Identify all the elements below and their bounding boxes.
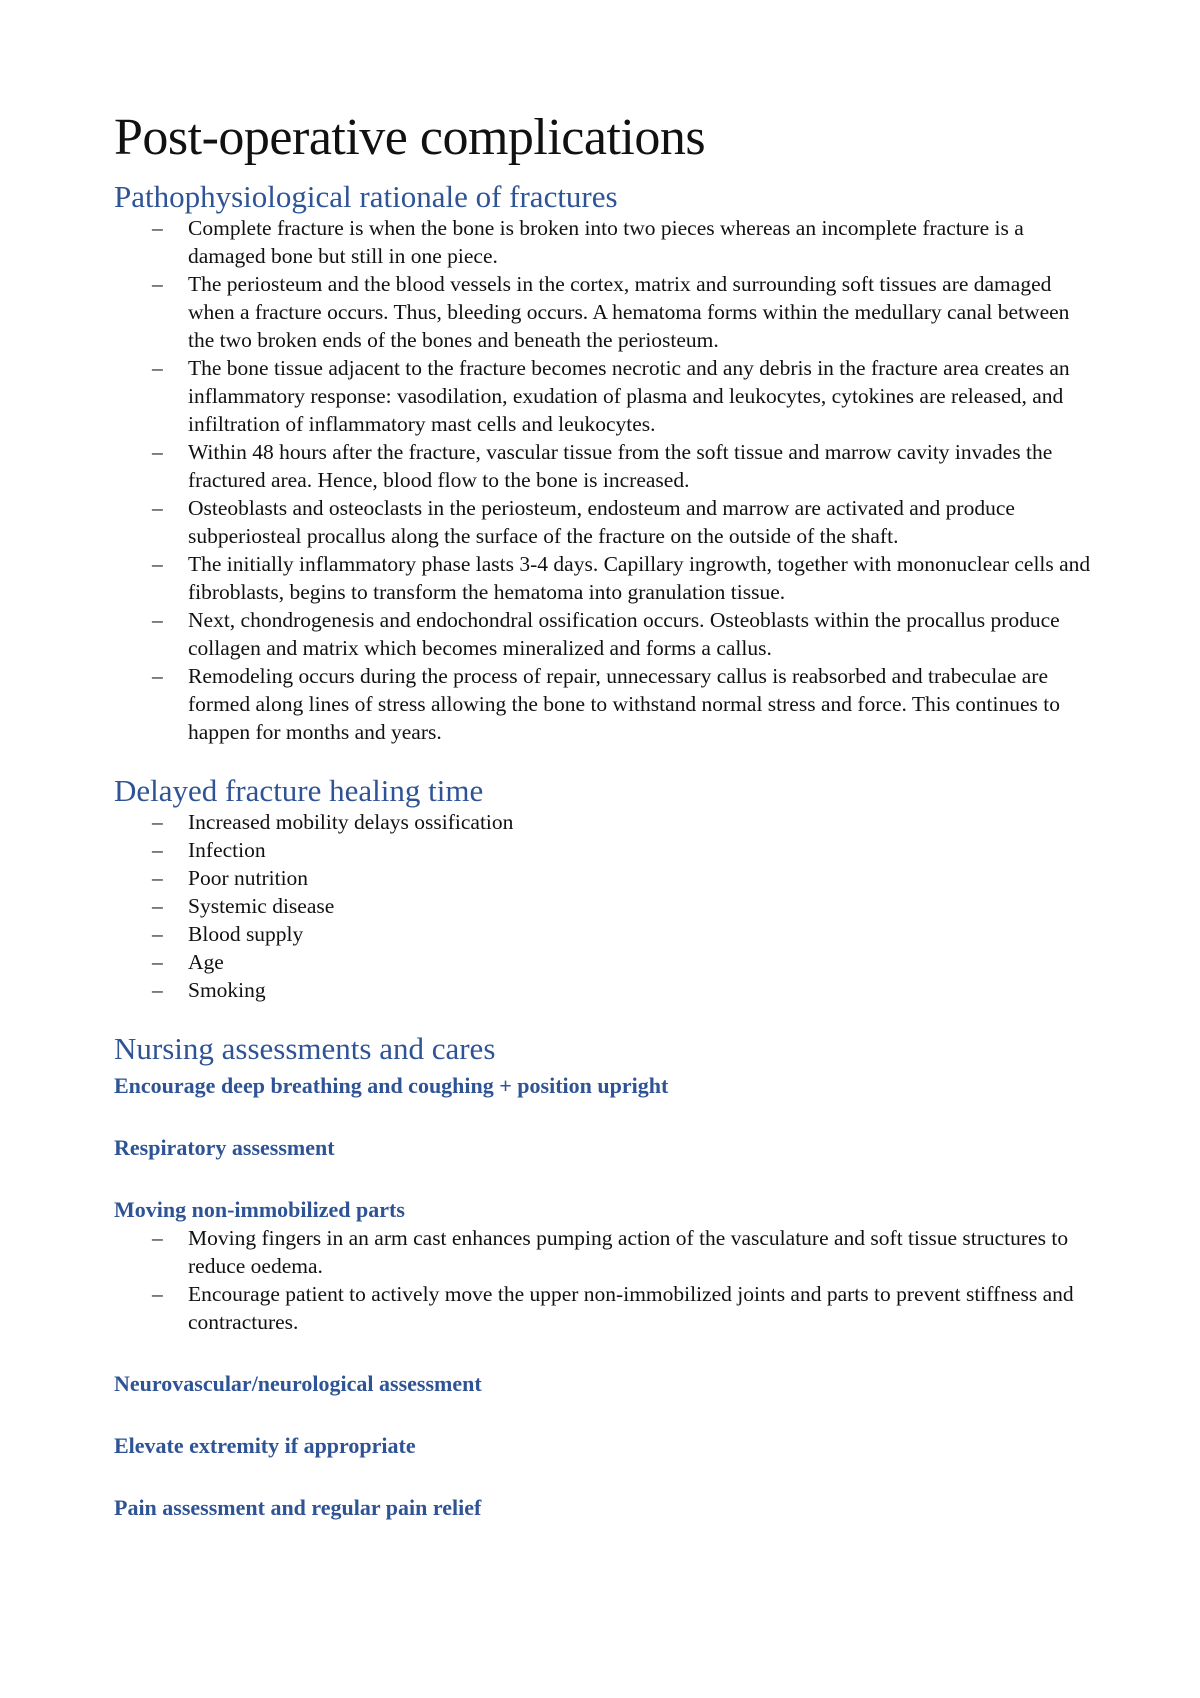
- section-heading-delayed-healing: Delayed fracture healing time: [114, 773, 484, 808]
- subheading-elevate-extremity: Elevate extremity if appropriate: [114, 1433, 416, 1458]
- list-item: – Infection: [114, 836, 1100, 864]
- subheading-moving-parts: Moving non-immobilized parts: [114, 1197, 405, 1222]
- list-item: – The initially inflammatory phase lasts 3-4 days. Capillary ingrowth, together with mononuclear cells and fibroblasts, begins to transform the hematoma into granulation tissue.: [114, 550, 1100, 606]
- subheading-respiratory-assessment: Respiratory assessment: [114, 1135, 335, 1160]
- list-item: – Age: [114, 948, 1100, 976]
- list-item: – Complete fracture is when the bone is broken into two pieces whereas an incomplete fracture is a damaged bone but still in one piece.: [114, 214, 1100, 270]
- list-item: – Remodeling occurs during the process of repair, unnecessary callus is reabsorbed and trabeculae are formed along lines of stress allowing the bone to withstand normal stress and force. This continues to happen for months and years.: [114, 662, 1100, 746]
- list-item: – Moving fingers in an arm cast enhances pumping action of the vasculature and soft tissue structures to reduce oedema.: [114, 1224, 1100, 1280]
- list-item: – Smoking: [114, 976, 1100, 1004]
- list-item: – Poor nutrition: [114, 864, 1100, 892]
- delayed-healing-list: [114, 808, 1100, 1004]
- subheading-neurovascular: Neurovascular/neurological assessment: [114, 1371, 482, 1396]
- list-item: – The bone tissue adjacent to the fracture becomes necrotic and any debris in the fracture area creates an inflammatory response: vasodilation, exudation of plasma and leukocytes, cytokines are released, and infiltration of inflammatory mast cells and leukocytes.: [114, 354, 1100, 438]
- list-item: – Systemic disease: [114, 892, 1100, 920]
- subheading-deep-breathing: Encourage deep breathing and coughing + position upright: [114, 1073, 669, 1098]
- list-item: – Osteoblasts and osteoclasts in the periosteum, endosteum and marrow are activated and produce subperiosteal procallus along the surface of the fracture on the outside of the shaft.: [114, 494, 1100, 550]
- list-item: – Blood supply: [114, 920, 1100, 948]
- page-title: Post-operative complications: [114, 109, 706, 166]
- list-item: – The periosteum and the blood vessels in the cortex, matrix and surrounding soft tissues are damaged when a fracture occurs. Thus, bleeding occurs. A hematoma forms within the medullary canal between the two broken ends of the bones and beneath the periosteum.: [114, 270, 1100, 354]
- subheading-pain-assessment: Pain assessment and regular pain relief: [114, 1495, 482, 1520]
- list-item: – Encourage patient to actively move the upper non-immobilized joints and parts to prevent stiffness and contractures.: [114, 1280, 1100, 1336]
- section-heading-pathophysiology: Pathophysiological rationale of fractures: [114, 179, 618, 214]
- section-heading-nursing: Nursing assessments and cares: [114, 1031, 496, 1066]
- list-item: – Within 48 hours after the fracture, vascular tissue from the soft tissue and marrow cavity invades the fractured area. Hence, blood flow to the bone is increased.: [114, 438, 1100, 494]
- moving-parts-list: [114, 1224, 1100, 1336]
- pathophysiology-list: [114, 214, 1100, 746]
- list-item: – Next, chondrogenesis and endochondral ossification occurs. Osteoblasts within the procallus produce collagen and matrix which becomes mineralized and forms a callus.: [114, 606, 1100, 662]
- list-item: – Increased mobility delays ossification: [114, 808, 1100, 836]
